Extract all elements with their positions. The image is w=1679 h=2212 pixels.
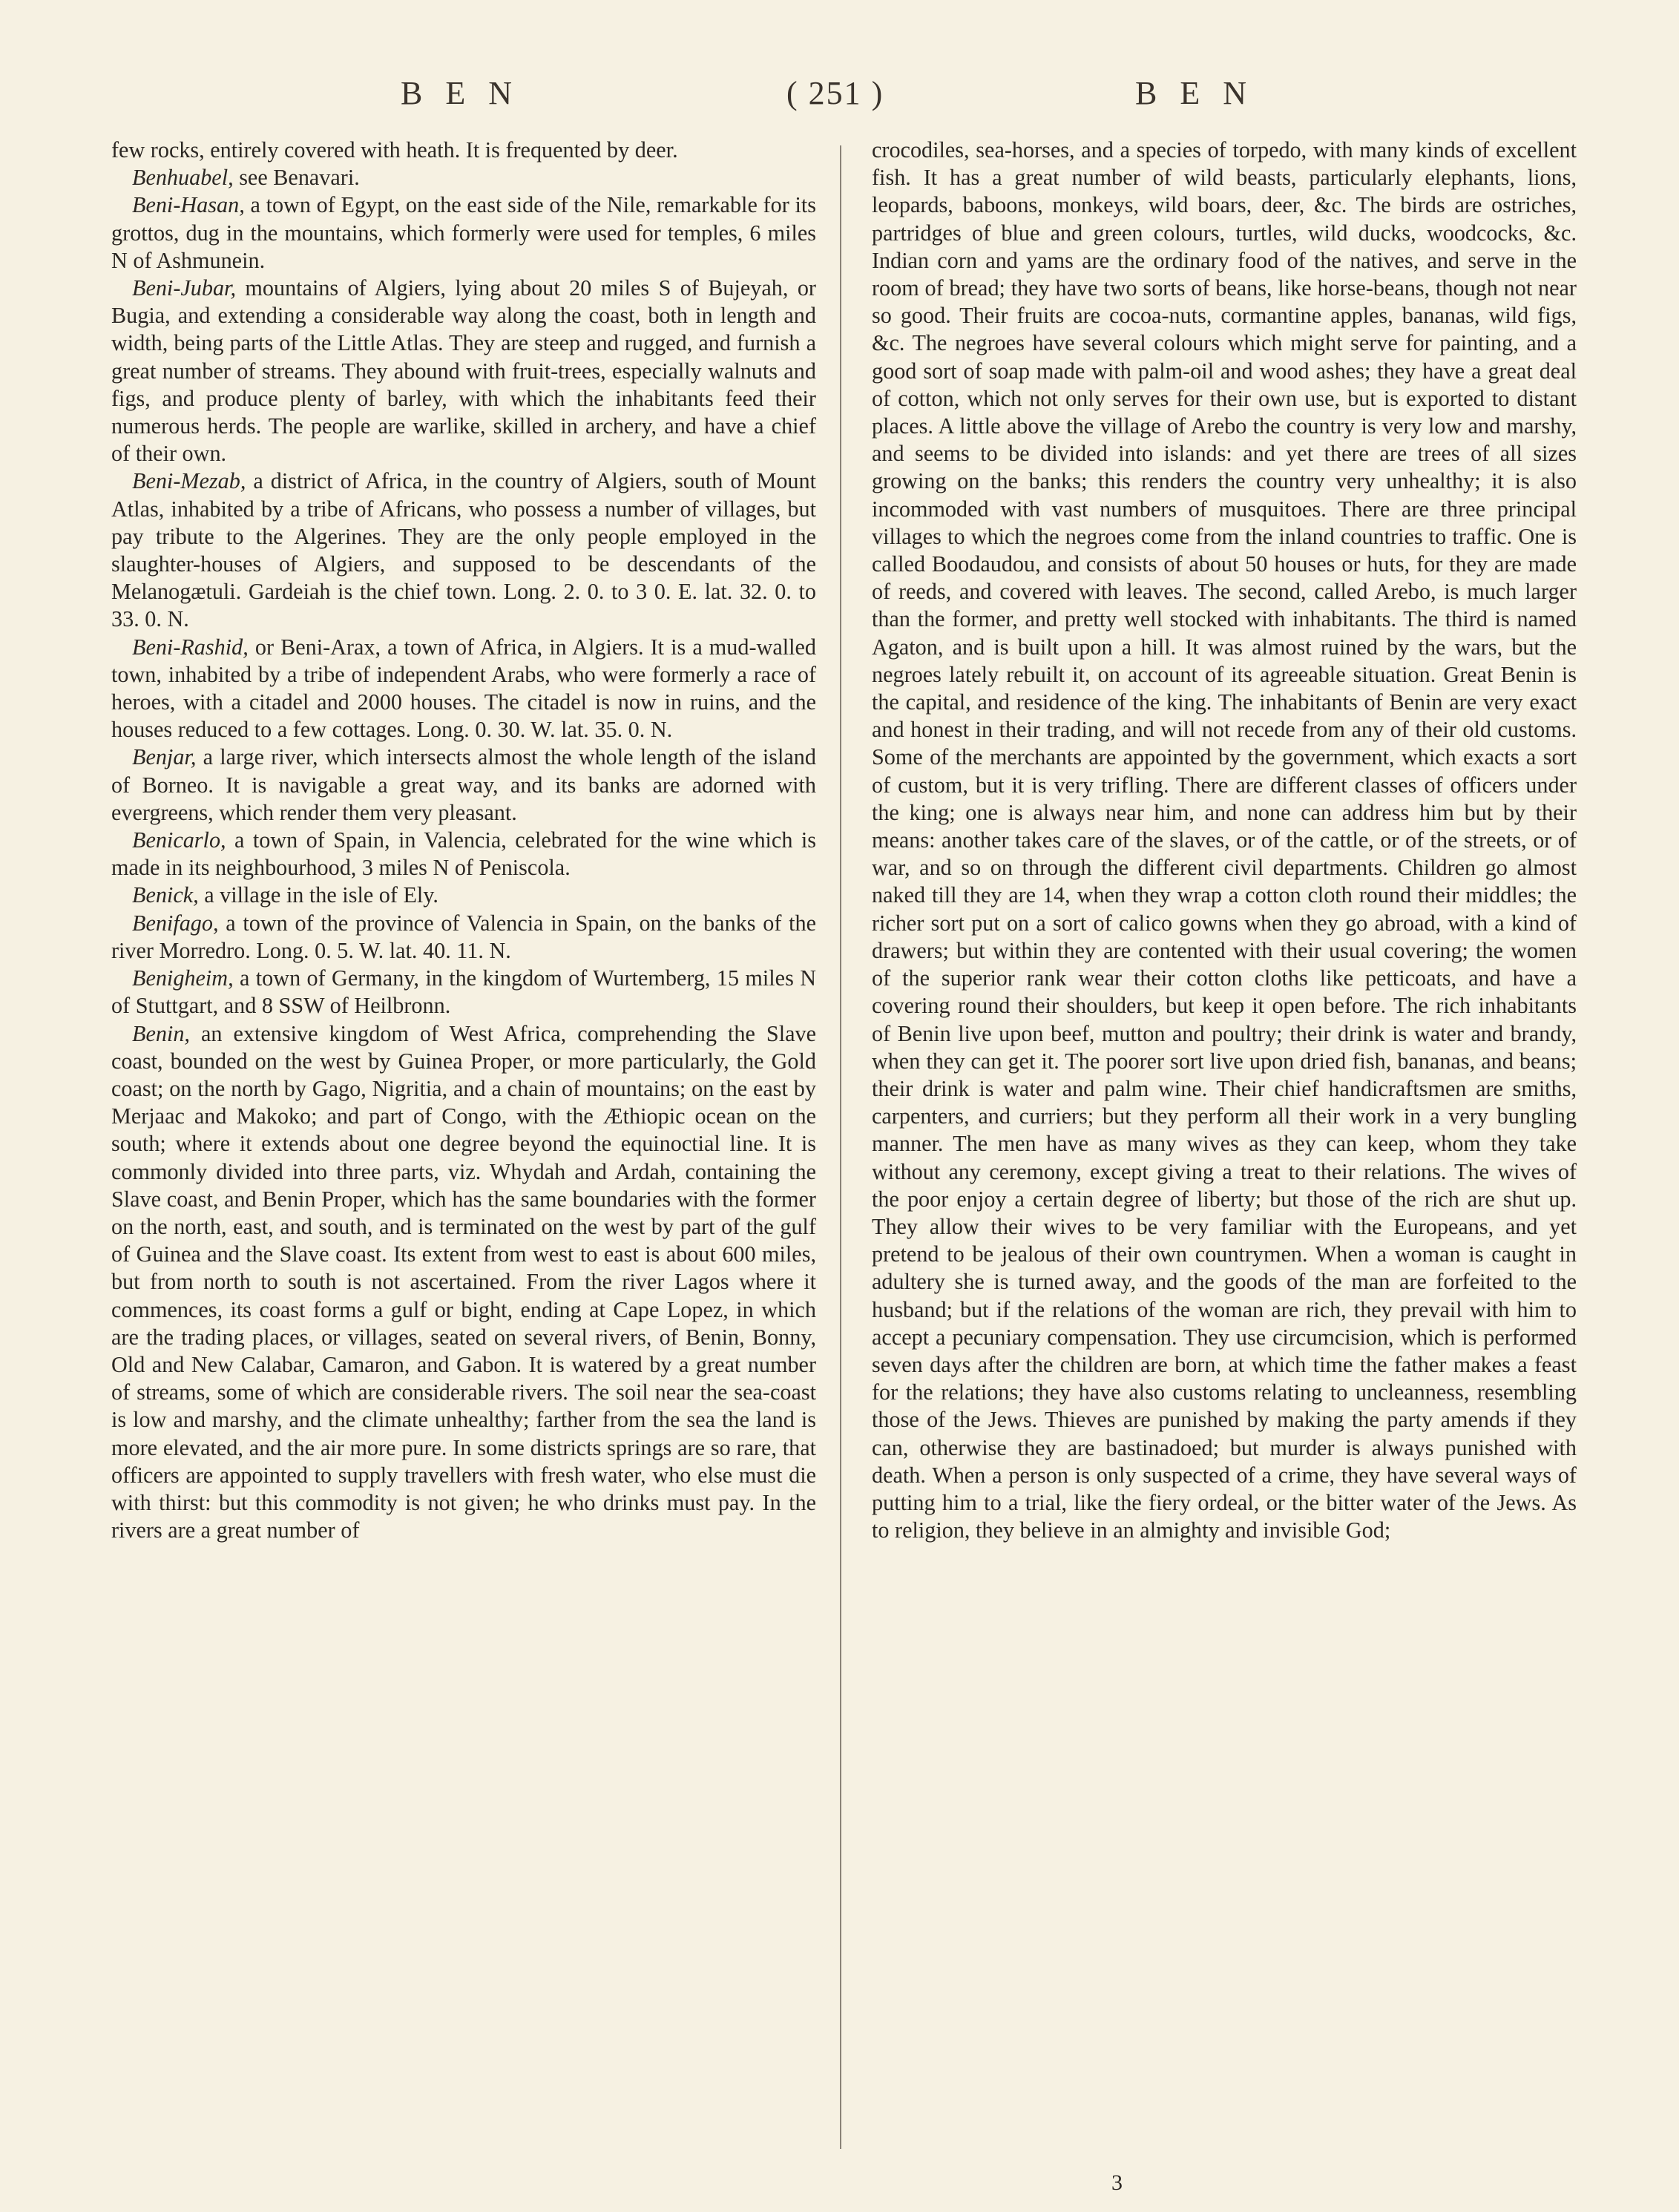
running-header (0, 74, 1679, 134)
entry-continuation: few rocks, entirely covered with heath. It is frequented by deer. (111, 137, 678, 163)
entry-beni-jubar: Beni-Jubar, mountains of Algiers, lying about 20 miles S of Bujeyah, or Bugia, and extending a considerable way along the coast, both in length and width, being parts of the Little Atlas. They are steep and rugged, and furnish a great number of streams. They abound with fruit-trees, especially walnuts and figs, and produce plenty of barley, with which the inhabitants feed their numerous herds. The people are warlike, skilled in archery, and have a chief of their own. (111, 275, 816, 467)
headword: Beni-Hasan, (132, 192, 245, 218)
headword: Beni-Rashid, (132, 634, 249, 660)
entry-beni-hasan: Beni-Hasan, a town of Egypt, on the east side of the Nile, remarkable for its grottos, dug in the mountains, which formerly were used for temples, 6 miles N of Ashmunein. (111, 192, 816, 273)
entry-benifago: Benifago, a town of the province of Valencia in Spain, on the banks of the river Morredro. Long. 0. 5. W. lat. 40. 11. N. (111, 910, 816, 963)
entry-benigheim: Benigheim, a town of Germany, in the kingdom of Wurtemberg, 15 miles N of Stuttgart, and 8 SSW of Heilbronn. (111, 965, 816, 1019)
entry-benjar: Benjar, a large river, which intersects almost the whole length of the island of Borneo. It is navigable a great way, and its banks are adorned with evergreens, which render them very pleasant. (111, 744, 816, 825)
headword: Benifago, (132, 910, 219, 936)
entry-beni-rashid: Beni-Rashid, or Beni-Arax, a town of Africa, in Algiers. It is a mud-walled town, inhabited by a tribe of independent Arabs, who were formerly a race of heroes, with a citadel and 2000 houses. The citadel is now in ruins, and the houses reduced to a few cottages. Long. 0. 30. W. lat. 35. 0. N. (111, 634, 816, 743)
benin-continuation: crocodiles, sea-horses, and a species of torpedo, with many kinds of excellent fish. It has a great number of wild beasts, particularly elephants, lions, leopards, baboons, monkeys, wild boars, deer, &c. The birds are ostriches, partridges of blue and green colours, turtles, wild ducks, woodcocks, &c. Indian corn and yams are the ordinary food of the natives, and serve in the room of bread; they have two sorts of beans, like horse-beans, though not near so good. Their fruits are cocoa-nuts, cormantine apples, bananas, wild figs, &c. The negroes have several colours which might serve for painting, and a good sort of soap made with palm-oil and wood ashes; they have a great deal of cotton, which not only serves for their own use, but is exported to distant places. A little above the village of Arebo the country is very low and marshy, and seems to be divided into islands: and yet there are trees of all sizes growing on the banks; this renders the country very unhealthy; it is also incommoded with vast numbers of musquitoes. There are three principal villages to which the negroes come from the inland countries to traffic. One is called Boodaudou, and consists of about 50 houses or huts, for they are made of reeds, and covered with leaves. The second, called Arebo, is much larger than the former, and pretty well stocked with inhabitants. The third is named Agaton, and is built upon a hill. It was almost ruined by the wars, but the negroes lately rebuilt it, on account of its agreeable situation. Great Benin is the capital, and residence of the king. The inhabitants of Benin are very exact and honest in their trading, and will not recede from any of their old customs. Some of the merchants are appointed by the government, which exacts a sort of custom, but it is very trifling. There are different classes of officers under the king; one is always near him, and none can address him but by their means: another takes care of the slaves, or of the cattle, or of the streets, or of war, and so on through the different civil departments. Children go almost naked till they are 14, when they wrap a cotton cloth round their middles; the richer sort put on a sort of calico gowns when they go abroad, with a kind of drawers; but within they are contented with their usual covering; the women of the superior rank wear their cotton cloths like petticoats, and have a covering round their shoulders, but keep it open before. The rich inhabitants of Benin live upon beef, mutton and poultry; their drink is water and brandy, when they can get it. The poorer sort live upon dried fish, bananas, and beans; their drink is water and palm wine. Their chief handicraftsmen are smiths, carpenters, and curriers; but they perform all their work in a very bungling manner. The men have as many wives as they can keep, whom they take without any ceremony, except giving a treat to their relations. The wives of the poor enjoy a certain degree of liberty; but those of the rich are shut up. They allow their wives to be very familiar with the Europeans, and yet pretend to be jealous of their own countrymen. When a woman is caught in adultery she is turned away, and the goods of the man are forfeited to the husband; but if the relations of the woman are rich, they prevail with him to accept a pecuniary compensation. They use circumcision, which is performed seven days after the children are born, at which time the father makes a feast for the relations; they have also customs relating to uncleanness, resembling those of the Jews. Thieves are punished by making the party amends if they can, otherwise they are bastinadoed; but murder is always punished with death. When a person is only suspected of a crime, they have several ways of putting him to a trial, like the fiery ordeal, or the bitter water of the Jews. As to religion, they believe in an almighty and invisible God; (872, 137, 1577, 1543)
entry-benhuabel: Benhuabel, see Benavari. (132, 165, 360, 191)
entry-benick: Benick, a village in the isle of Ely. (132, 882, 438, 908)
headword: Benick, (132, 882, 199, 908)
headword: Benin, (132, 1020, 190, 1046)
right-column (872, 137, 1577, 1544)
headword: Beni-Jubar, (132, 275, 236, 301)
header-right: B E N (1135, 75, 1254, 111)
headword: Benicarlo, (132, 827, 226, 853)
entry-benin: Benin, an extensive kingdom of West Africa, comprehending the Slave coast, bounded on the west by Guinea Proper, or more particularly, the Gold coast; on the north by Gago, Nigritia, and a chain of mountains; on the east by Merjaac and Makoko; and part of Congo, with the Æthiopic ocean on the south; where it extends about one degree beyond the equinoctial line. It is commonly divided into three parts, viz. Whydah and Ardah, containing the Slave coast, and Benin Proper, which has the same boundaries with the former on the north, east, and south, and is terminated on the west by part of the gulf of Guinea and the Slave coast. Its extent from west to east is about 600 miles, but from north to south is not ascertained. From the river Lagos where it commences, its coast forms a gulf or bight, ending at Cape Lopez, in which are the trading places, or villages, seated on several rivers, of Benin, Bonny, Old and New Calabar, Camaron, and Gabon. It is watered by a great number of streams, some of which are considerable rivers. The soil near the sea-coast is low and marshy, and the climate unhealthy; farther from the sea the land is more elevated, and the air more pure. In some districts springs are so rare, that officers are appointed to supply travellers with fresh water, who else must die with thirst: but this commodity is not given; he who drinks must pay. In the rivers are a great number of (111, 1020, 816, 1543)
page-number: ( 251 ) (786, 75, 884, 111)
left-column (111, 137, 816, 1544)
entry-benicarlo: Benicarlo, a town of Spain, in Valencia, celebrated for the wine which is made in its neighbourhood, 3 miles N of Peniscola. (111, 827, 816, 881)
header-left: B E N (401, 75, 519, 111)
headword: Benhuabel, (132, 165, 234, 191)
entry-beni-mezab: Beni-Mezab, a district of Africa, in the country of Algiers, south of Mount Atlas, inhabited by a tribe of Africans, who possess a number of villages, but pay tribute to the Algerines. They are the only people employed in the slaughter-houses of Algiers, and supposed to be descendants of the Melanogætuli. Gardeiah is the chief town. Long. 2. 0. to 3 0. E. lat. 32. 0. to 33. 0. N. (111, 468, 816, 632)
column-divider (840, 145, 841, 2149)
headword: Beni-Mezab, (132, 468, 246, 494)
signature-mark: 3 (1111, 2170, 1123, 2195)
headword: Benjar, (132, 744, 197, 770)
headword: Benigheim, (132, 965, 234, 991)
